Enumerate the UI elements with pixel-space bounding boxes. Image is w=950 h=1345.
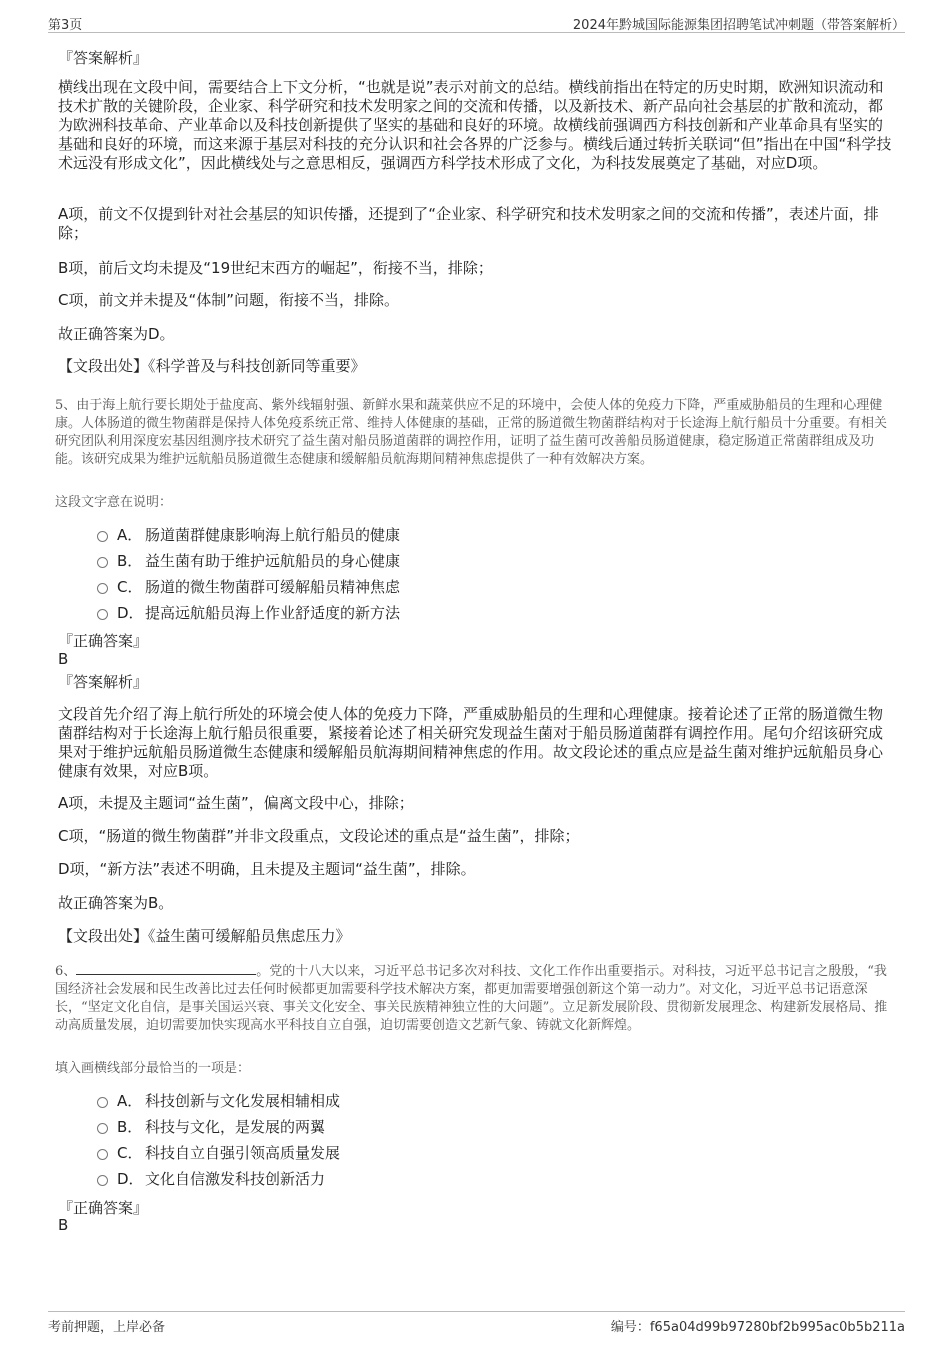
question-5-option-b[interactable]: B． 益生菌有助于维护远航船员的身心健康 bbox=[97, 550, 400, 572]
question-6-prompt: 填入画横线部分最恰当的一项是： bbox=[55, 1061, 251, 1076]
analysis-option-d: D项，“新方法”表述不明确，且未提及主题词“益生菌”，排除。 bbox=[58, 860, 476, 878]
radio-icon[interactable] bbox=[97, 583, 108, 594]
footer-slogan: 考前押题，上岸必备 bbox=[48, 1320, 166, 1335]
analysis-option-b: B项，前后文均未提及“19世纪末西方的崛起”，衔接不当，排除； bbox=[58, 259, 493, 277]
question-6-option-b[interactable]: B． 科技与文化，是发展的两翼 bbox=[97, 1116, 325, 1138]
source: 【文段出处】《科学普及与科技创新同等重要》 bbox=[58, 357, 366, 375]
radio-icon[interactable] bbox=[97, 1175, 108, 1186]
document-id: 编号：f65a04d99b97280bf2b995ac0b5b211a bbox=[610, 1320, 905, 1335]
analysis-text: 文段首先介绍了海上航行所处的环境会使人体的免疫力下降，严重威胁船员的生理和心理健康。接着论述了正常的肠道微生物菌群结构对于长途海上航行船员很重要，紧接着论述了相关研究发现益生菌对于船员肠道菌群有调控作用。尾句介绍该研究成果对于维护远航船员肠道微生态健康和缓解船员航海期间精神焦虑的作用。故文段论述的重点应是益生菌对维护远航船员身心健康有效果，对应B项。 bbox=[58, 705, 884, 780]
analysis-option-c: C项，“肠道的微生物菌群”并非文段重点，文段论述的重点是“益生菌”，排除； bbox=[58, 827, 580, 845]
analysis-label: 『答案解析』 bbox=[58, 673, 149, 691]
page-footer bbox=[48, 1311, 905, 1334]
document-title: 2024年黔城国际能源集团招聘笔试冲刺题（带答案解析） bbox=[572, 18, 905, 33]
analysis-option-a: A项，前文不仅提到针对社会基层的知识传播，还提到了“企业家、科学研究和技术发明家之间的交流和传播”，表述片面，排除； bbox=[58, 205, 879, 242]
question-5-stem: 5、由于海上航行要长期处于盐度高、紫外线辐射强、新鲜水果和蔬菜供应不足的环境中，会使人体的免疫力下降，严重威胁船员的生理和心理健康。人体肠道的微生物菌群是保持人体免疫系统正常、维持人体健康的基础，正常的肠道微生物菌群结构对于长途海上航行船员十分重要。有相关研究团队利用深度宏基因组测序技术研究了益生菌对船员肠道菌群的调控作用，证明了益生菌可改善船员肠道健康，稳定肠道正常菌群组成及功能。该研究成果为维护远航船员肠道微生态健康和缓解船员航海期间精神焦虑提供了一种有效解决方案。 bbox=[55, 398, 888, 467]
radio-icon[interactable] bbox=[97, 1097, 108, 1108]
conclusion: 故正确答案为B。 bbox=[58, 894, 174, 912]
correct-answer: B bbox=[58, 650, 69, 668]
correct-answer-label: 『正确答案』 bbox=[58, 632, 149, 650]
radio-icon[interactable] bbox=[97, 557, 108, 568]
question-6-option-a[interactable]: A． 科技创新与文化发展相辅相成 bbox=[97, 1090, 340, 1112]
analysis-option-c: C项，前文并未提及“体制”问题，衔接不当，排除。 bbox=[58, 291, 400, 309]
conclusion: 故正确答案为D。 bbox=[58, 325, 175, 343]
question-5-option-a[interactable]: A． 肠道菌群健康影响海上航行船员的健康 bbox=[97, 524, 400, 546]
analysis-option-a: A项，未提及主题词“益生菌”，偏离文段中心，排除； bbox=[58, 794, 414, 812]
page-number: 第3页 bbox=[48, 18, 83, 33]
page-header bbox=[48, 12, 905, 33]
question-6-option-c[interactable]: C． 科技自立自强引领高质量发展 bbox=[97, 1142, 340, 1164]
radio-icon[interactable] bbox=[97, 1149, 108, 1160]
question-5-option-c[interactable]: C． 肠道的微生物菌群可缓解船员精神焦虑 bbox=[97, 576, 400, 598]
analysis-text: 横线出现在文段中间，需要结合上下文分析，“也就是说”表示对前文的总结。横线前指出在特定的历史时期，欧洲知识流动和技术扩散的关键阶段，企业家、科学研究和技术发明家之间的交流和传播，以及新技术、新产品向社会基层的扩散和流动，都为欧洲科技革命、产业革命以及科技创新提供了坚实的基础和良好的环境。故横线前强调西方科技创新和产业革命具有坚实的基础和良好的环境，而这来源于基层对科技的充分认识和社会各界的广泛参与。横线后通过转折关联词“但”指出在中国“科学技术远没有形成文化”，因此横线处与之意思相反，强调西方科学技术形成了文化，为科技发展奠定了基础，对应D项。 bbox=[58, 78, 892, 172]
radio-icon[interactable] bbox=[97, 609, 108, 620]
radio-icon[interactable] bbox=[97, 1123, 108, 1134]
question-6-stem: 6、 。党的十八大以来，习近平总书记多次对科技、文化工作作出重要指示。对科技，习近平总书记言之殷殷，“我国经济社会发展和民生改善比过去任何时候都更加需要科学技术解决方案，都更加需要增强创新这个第一动力”。对文化，习近平总书记语意深长，“坚定文化自信，是事关国运兴衰、事关文化安全、事关民族精神独立性的大问题”。立足新发展阶段、贯彻新发展理念、构建新发展格局、推动高质量发展，迫切需要加快实现高水平科技自立自强，迫切需要创造文艺新气象、铸就文化新辉煌。 bbox=[55, 964, 888, 1033]
source: 【文段出处】《益生菌可缓解船员焦虑压力》 bbox=[58, 927, 351, 945]
question-5-prompt: 这段文字意在说明： bbox=[55, 495, 173, 510]
fill-blank bbox=[76, 962, 256, 975]
analysis-label: 『答案解析』 bbox=[58, 49, 149, 67]
question-6-option-d[interactable]: D．文化自信激发科技创新活力 bbox=[97, 1168, 325, 1190]
question-5-option-d[interactable]: D．提高远航船员海上作业舒适度的新方法 bbox=[97, 602, 400, 624]
correct-answer: B bbox=[58, 1216, 69, 1234]
radio-icon[interactable] bbox=[97, 531, 108, 542]
correct-answer-label: 『正确答案』 bbox=[58, 1199, 149, 1217]
